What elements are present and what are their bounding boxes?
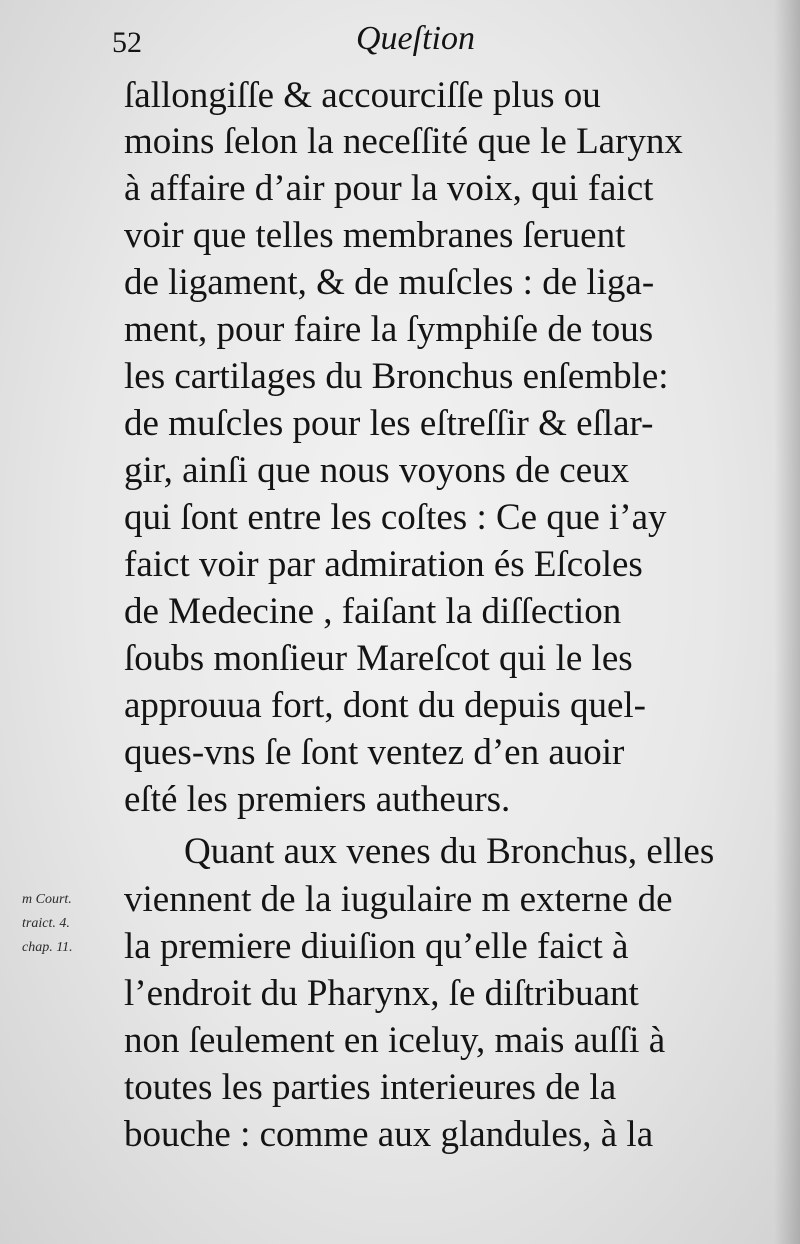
text-line: ques-vns ſe ſont ventez d’en auoir — [124, 732, 625, 773]
text-line: bouche : comme aux glandules, à la — [124, 1114, 654, 1155]
margin-note — [22, 888, 132, 960]
text-line: moins ſelon la neceſſité que le Larynx — [124, 121, 683, 162]
text-line: de Medecine , faiſant la diſſection — [124, 591, 622, 632]
text-line: toutes les parties interieures de la — [124, 1067, 617, 1108]
text-line-indented: Quant aux venes du Bronchus, elles — [184, 831, 715, 872]
text-line: voir que telles membranes ſeruent — [124, 215, 626, 256]
text-line: les cartilages du Bronchus enſemble: — [124, 356, 669, 397]
text-line: eſté les premiers autheurs. — [124, 779, 511, 820]
margin-note-line: chap. 11. — [22, 940, 73, 955]
text-line: gir, ainſi que nous voyons de ceux — [124, 450, 630, 491]
margin-note-line: traict. 4. — [22, 916, 70, 931]
text-line: l’endroit du Pharynx, ſe diſtribuant — [124, 973, 639, 1014]
text-line: la premiere diuiſion qu’elle faict à — [124, 926, 629, 967]
margin-note-line: m Court. — [22, 892, 72, 907]
page-number: 52 — [112, 26, 142, 59]
text-line: de muſcles pour les eſtreſſir & eſlar- — [124, 403, 654, 444]
text-line: faict voir par admiration és Eſcoles — [124, 544, 643, 585]
text-line: à affaire d’air pour la voix, qui faict — [124, 168, 654, 209]
text-line: qui ſont entre les coſtes : Ce que i’ay — [124, 497, 667, 538]
text-line: approuua fort, dont du depuis quel- — [124, 685, 646, 726]
text-line: viennent de la iugulaire m externe de — [124, 879, 673, 920]
text-line: ſoubs monſieur Mareſcot qui le les — [124, 638, 633, 679]
text-line: de ligament, & de muſcles : de liga- — [124, 262, 655, 303]
text-line: ſallongiſſe & accourciſſe plus ou — [124, 75, 601, 116]
text-line: ment, pour faire la ſymphiſe de tous — [124, 309, 654, 350]
text-line: non ſeulement en iceluy, mais auſſi à — [124, 1020, 666, 1061]
running-title: Queſtion — [356, 20, 475, 57]
